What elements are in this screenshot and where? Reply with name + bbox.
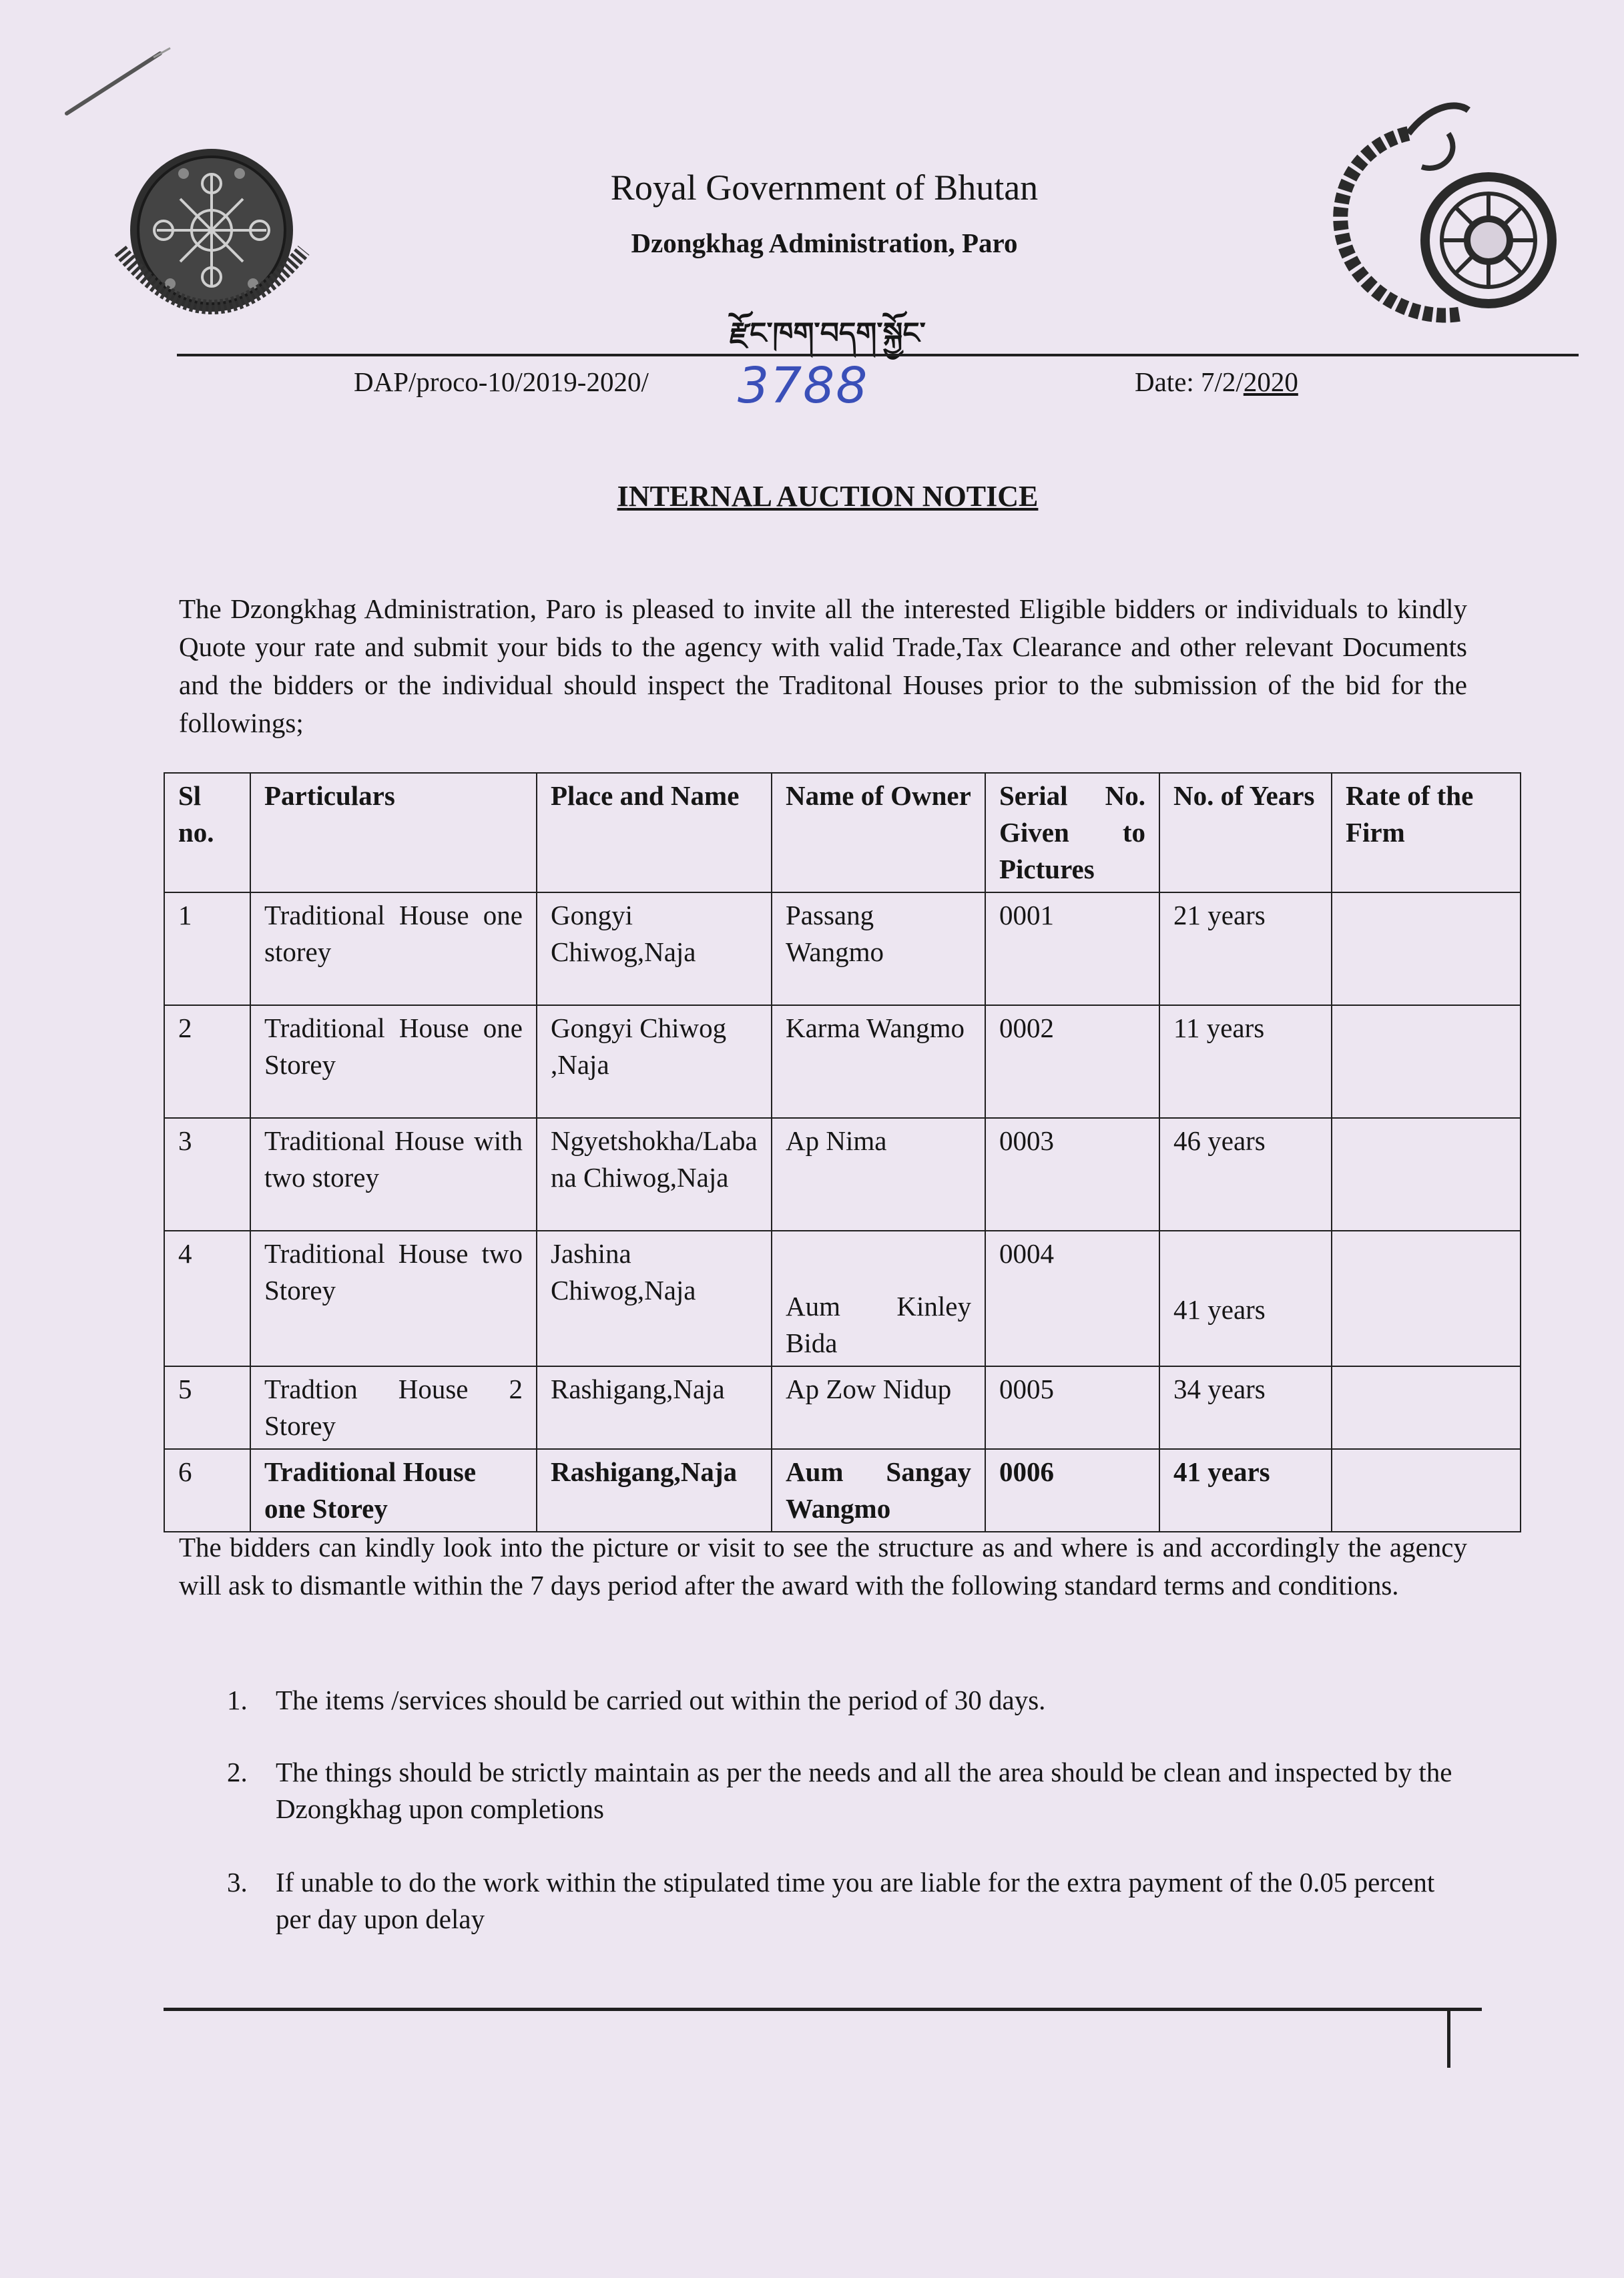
cell-particulars: Traditional House with two storey — [250, 1118, 537, 1231]
term-text: The items /services should be carried out within the period of 30 days. — [276, 1685, 1046, 1715]
term-item — [227, 1682, 1495, 1722]
pen-mark-icon — [60, 47, 174, 120]
cell-particulars: Tradtion House 2 Storey — [250, 1366, 537, 1449]
table-row — [164, 1366, 1521, 1449]
cell-rate — [1332, 892, 1521, 1005]
cell-years: 41 years — [1159, 1449, 1332, 1532]
cell-owner: Aum Sangay Wangmo — [772, 1449, 985, 1532]
cell-owner: Karma Wangmo — [772, 1005, 985, 1118]
notice-title: INTERNAL AUCTION NOTICE — [617, 480, 1039, 513]
cell-particulars: Traditional House one Storey — [250, 1005, 537, 1118]
cell-sl: 3 — [164, 1118, 250, 1231]
header-serial: Serial No. Given to Pictures — [985, 773, 1159, 892]
cell-rate — [1332, 1366, 1521, 1449]
cell-place: Gongyi Chiwog,Naja — [537, 892, 772, 1005]
term-number: 1. — [227, 1685, 248, 1715]
term-text: If unable to do the work within the stipulated time you are liable for the extra payment of the 0.05 percent per day upon delay — [276, 1867, 1435, 1934]
table-row — [164, 1231, 1521, 1366]
term-number: 2. — [227, 1757, 248, 1787]
table-row — [164, 892, 1521, 1005]
term-item — [227, 1754, 1495, 1834]
header-sl: Sl no. — [164, 773, 250, 892]
cell-owner: Ap Zow Nidup — [772, 1366, 985, 1449]
header-particulars: Particulars — [250, 773, 537, 892]
table-row — [164, 1005, 1521, 1118]
terms-intro-paragraph: The bidders can kindly look into the picture or visit to see the structure as and where is and accordingly the agency will ask to dismantle within the 7 days period after the award with the following standard terms and conditions. — [179, 1532, 1467, 1601]
header-years: No. of Years — [1159, 773, 1332, 892]
cell-rate — [1332, 1231, 1521, 1366]
cell-owner: Ap Nima — [772, 1118, 985, 1231]
cell-rate — [1332, 1005, 1521, 1118]
cell-years: 41 years — [1159, 1231, 1332, 1366]
cell-sl: 5 — [164, 1366, 250, 1449]
dzongkha-title: རྫོང་ཁག་བདག་སྐྱོང་ — [730, 317, 926, 350]
org-name: Royal Government of Bhutan — [610, 168, 1039, 208]
cell-years: 11 years — [1159, 1005, 1332, 1118]
cell-place: Jashina Chiwog,Naja — [537, 1231, 772, 1366]
cell-serial: 0003 — [985, 1118, 1159, 1231]
cell-place: Gongyi Chiwog ,Naja — [537, 1005, 772, 1118]
cell-sl: 6 — [164, 1449, 250, 1532]
cell-serial: 0005 — [985, 1366, 1159, 1449]
auction-table — [164, 772, 1521, 1532]
cell-particulars: Traditional House one storey — [250, 892, 537, 1005]
table-header-row — [164, 773, 1521, 892]
cell-rate — [1332, 1118, 1521, 1231]
header-rate: Rate of the Firm — [1332, 773, 1521, 892]
term-item — [227, 1864, 1495, 1944]
header-owner: Name of Owner — [772, 773, 985, 892]
header-rule — [177, 354, 1579, 356]
cell-serial: 0006 — [985, 1449, 1159, 1532]
reference-number: DAP/proco-10/2019-2020/ — [354, 366, 649, 397]
term-number: 3. — [227, 1867, 248, 1898]
date-year: 2020 — [1243, 366, 1298, 397]
table-row — [164, 1449, 1521, 1532]
cell-serial: 0001 — [985, 892, 1159, 1005]
dept-name: Dzongkhag Administration, Paro — [631, 228, 1018, 258]
table-row — [164, 1118, 1521, 1231]
cell-years: 21 years — [1159, 892, 1332, 1005]
cell-years: 46 years — [1159, 1118, 1332, 1231]
cell-sl: 4 — [164, 1231, 250, 1366]
cell-owner: Passang Wangmo — [772, 892, 985, 1005]
cell-years: 34 years — [1159, 1366, 1332, 1449]
cell-serial: 0004 — [985, 1231, 1159, 1366]
cell-place: Ngyetshokha/Labana Chiwog,Naja — [537, 1118, 772, 1231]
handwritten-number: 3788 — [738, 357, 869, 414]
cell-sl: 2 — [164, 1005, 250, 1118]
cell-serial: 0002 — [985, 1005, 1159, 1118]
cell-place: Rashigang,Naja — [537, 1366, 772, 1449]
intro-paragraph: The Dzongkhag Administration, Paro is pleased to invite all the interested Eligible bidders or individuals to kindly Quote your rate and submit your bids to the agency with valid Trade,Tax Clearance and other relevant Documents and the bidders or the individual should inspect the Traditonal Houses prior to the submission of the bid for the followings; — [179, 593, 1467, 738]
cell-owner: Aum Kinley Bida — [772, 1231, 985, 1366]
cell-sl: 1 — [164, 892, 250, 1005]
notice-date — [1135, 366, 1298, 398]
term-text: The things should be strictly maintain as per the needs and all the area should be clean and inspected by the Dzongkhag upon completions — [276, 1757, 1452, 1824]
header-place: Place and Name — [537, 773, 772, 892]
cell-rate — [1332, 1449, 1521, 1532]
cell-particulars: Traditional House one Storey — [250, 1449, 537, 1532]
cell-place: Rashigang,Naja — [537, 1449, 772, 1532]
date-label: Date: 7/2/ — [1135, 366, 1244, 397]
footer-tick — [1447, 2008, 1450, 2068]
footer-rule — [164, 2008, 1482, 2011]
cell-particulars: Traditional House two Storey — [250, 1231, 537, 1366]
